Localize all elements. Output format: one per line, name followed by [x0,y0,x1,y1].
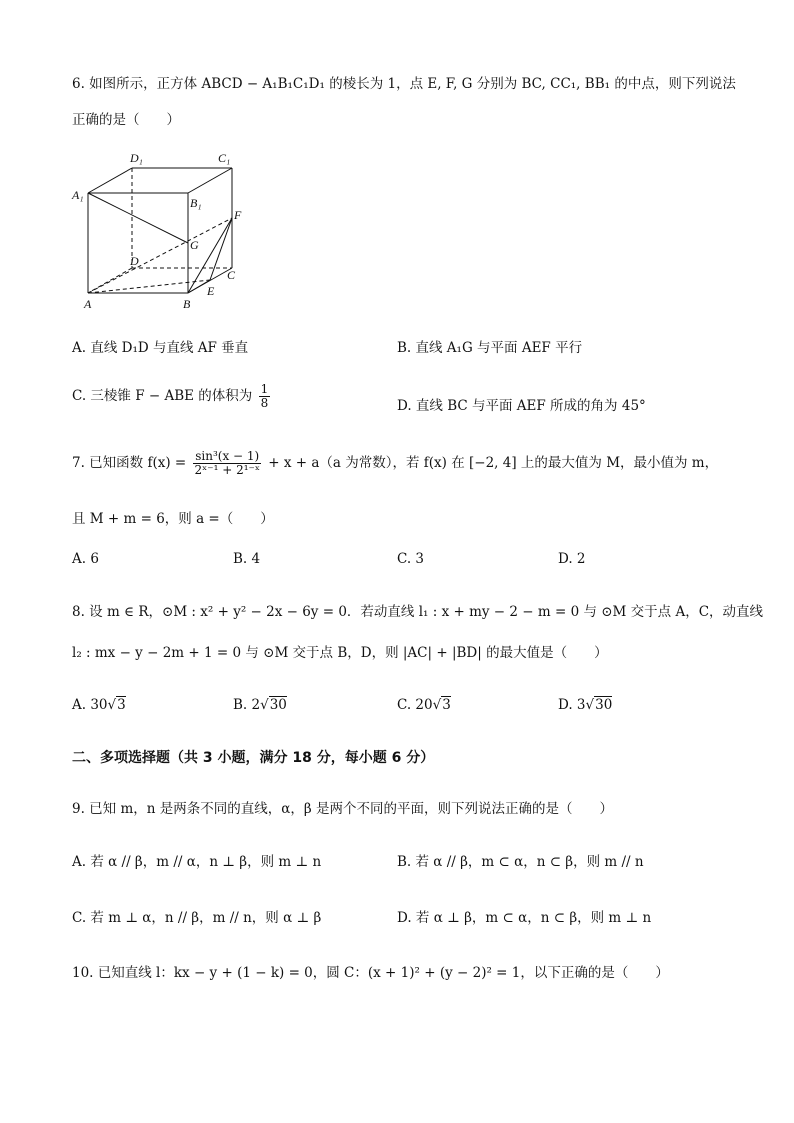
fraction-denominator: 2ˣ⁻¹ + 2¹⁻ˣ [194,463,260,478]
fraction-denominator: 8 [260,396,269,411]
q9-option-c: C. 若 m ⊥ α，n // β，m // n，则 α ⊥ β [72,910,322,926]
q6-option-b: B. 直线 A₁G 与平面 AEF 平行 [397,340,583,356]
cube-figure [70,145,270,315]
label-A: A [84,297,92,311]
q9-option-d: D. 若 α ⊥ β，m ⊂ α，n ⊂ β，则 m ⊥ n [397,910,652,926]
q8-option-a [72,697,126,713]
label-G: G [190,238,199,252]
label-C: C [227,268,236,282]
q8-option-d [558,697,612,713]
label-E: E [207,284,215,298]
q9-stem: 9. 已知 m，n 是两条不同的直线，α，β 是两个不同的平面，则下列说法正确的是（ ） [72,801,613,817]
q8-option-c [397,697,451,713]
sqrt-sign: √ [260,697,269,713]
option-d-coefficient: D. 3 [558,697,586,713]
q7-stem-line1 [72,450,718,477]
option-d-radicand: 30 [595,697,613,713]
label-B: B [183,297,191,311]
q6-option-a: A. 直线 D₁D 与直线 AF 垂直 [72,340,249,356]
label-B1: B₁ [190,196,202,210]
option-c-radicand: 3 [442,697,451,713]
q8-stem-line1: 8. 设 m ∈ R，⊙M : x² + y² − 2x − 6y = 0．若动直线 l₁ : x + my − 2 − m = 0 与 ⊙M 交于点 A，C，动直线 [72,604,764,620]
q7-stem-post: + x + a（a 为常数），若 f(x) 在 [−2, 4] 上的最大值为 M，最小值为 m， [268,455,719,472]
q6-stem-line2: 正确的是（ ） [72,112,180,128]
label-F: F [234,208,242,222]
q6-option-c-fraction [259,383,271,410]
q7-option-a: A. 6 [72,551,99,567]
q8-option-b [233,697,287,713]
sqrt-sign: √ [107,697,117,713]
q6-option-c [72,383,272,410]
q7-option-d: D. 2 [558,551,586,567]
q6-option-c-text: C. 三棱锥 F − ABE 的体积为 [72,388,253,405]
sqrt-sign: √ [432,697,442,713]
option-c-coefficient: C. 20 [397,697,433,713]
label-A1: A₁ [72,188,84,202]
label-D1: D₁ [130,151,143,165]
q7-stem-pre: 7. 已知函数 f(x) = [72,455,187,472]
q6-stem-line1: 6. 如图所示，正方体 ABCD − A₁B₁C₁D₁ 的棱长为 1，点 E, F, G 分别为 BC, CC₁, BB₁ 的中点，则下列说法 [72,76,736,92]
q6-option-d: D. 直线 BC 与平面 AEF 所成的角为 45° [397,398,646,414]
q7-option-b: B. 4 [233,551,261,567]
option-b-radicand: 30 [269,697,287,713]
sqrt-sign: √ [585,697,595,713]
fraction-numerator: 1 [260,382,269,396]
option-b-coefficient: B. 2 [233,697,261,713]
section-heading: 二、多项选择题（共 3 小题，满分 18 分，每小题 6 分） [72,750,435,766]
label-D: D [130,254,139,268]
q7-stem-line2: 且 M + m = 6，则 a =（ ） [72,511,274,527]
q7-option-c: C. 3 [397,551,425,567]
option-a-radicand: 3 [117,697,126,713]
label-C1: C₁ [218,151,231,165]
q10-stem: 10. 已知直线 l：kx − y + (1 − k) = 0，圆 C：(x + 1)² + (y − 2)² = 1，以下正确的是（ ） [72,965,669,981]
q9-option-b: B. 若 α // β，m ⊂ α，n ⊂ β，则 m // n [397,854,644,870]
q8-stem-line2: l₂ : mx − y − 2m + 1 = 0 与 ⊙M 交于点 B，D，则 |AC| + |BD| 的最大值是（ ） [72,645,608,661]
q9-option-a: A. 若 α // β，m // α，n ⊥ β，则 m ⊥ n [72,854,322,870]
q7-function-fraction [193,450,262,477]
option-a-coefficient: A. 30 [72,697,108,713]
fraction-numerator: sin³(x − 1) [195,449,260,463]
